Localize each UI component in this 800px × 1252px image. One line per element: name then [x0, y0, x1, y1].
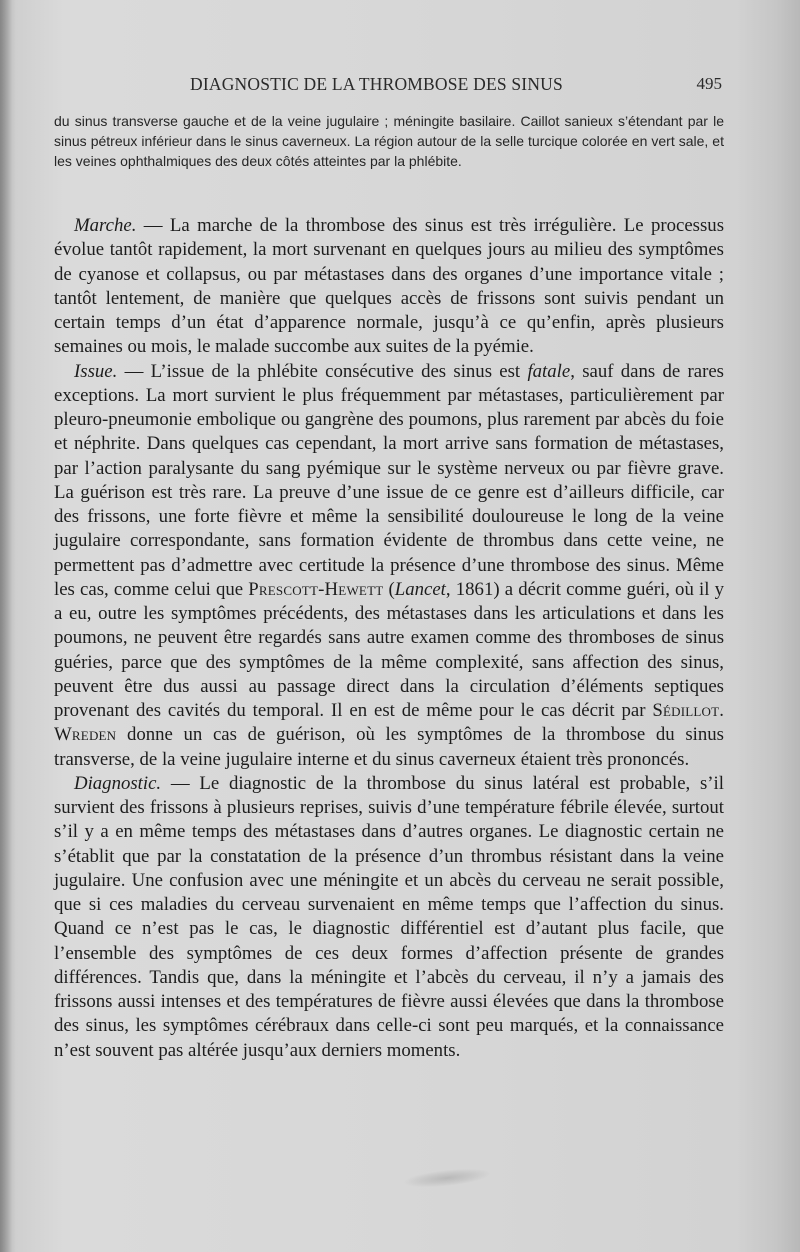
diagnostic-text: — Le diagnostic de la thrombose du sinus latéral est probable, s’il survient des frissons à plusieurs reprises, suivis d’une température fébrile élevée, surtout s’il y a en même temps des métastases dans d’autres organes. Le diagnostic certain ne s’établit que par la constatation de la présence d’un thrombus résistant dans la veine jugulaire. Une confusion avec une méningite et un abcès du cerveau ne serait possible, que si ces maladies du cerveau survenaient en même temps que l’affection du sinus. Quand ce n’est pas le cas, le diagnostic différentiel est d’autant plus facile, que l’ensemble des symptômes de ces deux formes d’affection présente de grandes différences. Tandis que, dans la méningite et l’abcès du cerveau, il n’y a jamais des frissons aussi intenses et des températures de fièvre aussi élevées que dans la thrombose des sinus, les symptômes cérébraux dans celle-ci sont peu marqués, et la connaissance n’est souvent pas altérée jusqu’aux derniers moments. — [54, 772, 724, 1061]
running-title: DIAGNOSTIC DE LA THROMBOSE DES SINUS — [190, 74, 563, 94]
wreden-separator: . — [719, 700, 724, 721]
issue-heading: Issue. — [74, 360, 118, 382]
small-print-excerpt — [54, 111, 724, 171]
page-binding-shadow — [0, 0, 12, 1252]
issue-text-before-prescott: , sauf dans de rares exceptions. La mort survient le plus fréquemment par métastases, particulièrement par pleuro-pneumonie embolique ou gangrène des poumons, plus rarement par abcès du foie et néphrite. Dans quelques cas cependant, la mort arrive sans formation de métastases, par l’action paralysante du sang pyémique sur le système nerveux ou par fièvre grave. La guérison est très rare. La preuve d’une issue de ce genre est d’ailleurs difficile, car des frissons, une forte fièvre et même la sensibilité douloureuse le long de la veine jugulaire correspondante, sans formation évidente de thrombus dans cette veine, ne permettent pas d’admettre avec certitude la présence d’une thrombose des sinus. Même les cas, comme celui que — [54, 360, 724, 600]
lancet-open: ( — [383, 578, 395, 600]
marche-paragraph — [54, 214, 724, 360]
marche-heading: Marche. — [74, 215, 137, 236]
diagnostic-paragraph — [54, 772, 724, 1063]
sedillot-name: Sédillot — [652, 700, 720, 721]
running-header — [54, 74, 722, 100]
issue-paragraph — [54, 360, 724, 772]
issue-text-before-fatale: — L’issue de la phlébite consécutive des sinus est — [117, 360, 528, 382]
prescott-hewett-name: Prescott-Hewett — [248, 578, 384, 600]
diagnostic-heading: Diagnostic. — [74, 772, 162, 794]
main-body-text — [54, 214, 724, 1063]
page-number: 495 — [696, 74, 722, 93]
issue-text-before-sedillot: , 1861) a décrit comme guéri, où il y a eu, outre les symptômes précédents, des métastases dans les articulations et dans les poumons, ne peuvent être regardés sans autre examen comme des thromboses de sinus guéries, parce que des symptômes de la même complexité, sans affection des sinus, peuvent être dus aussi au passage direct dans la circulation d’éléments septiques provenant des cavités du temporal. Il en est de même pour le cas décrit par — [54, 578, 724, 721]
wreden-name: Wreden — [54, 724, 117, 746]
fatale-term: fatale — [527, 360, 571, 382]
intro-paragraph: du sinus transverse gauche et de la veine jugulaire ; méningite basilaire. Caillot sanieux s’étendant par le sinus pétreux inférieur dans le sinus caverneux. La région autour de la selle turcique colorée en vert sale, et les veines ophthalmiques des deux côtés atteintes par la phlébite. — [54, 113, 724, 169]
marche-text: — La marche de la thrombose des sinus est très irrégulière. Le processus évolue tantôt rapidement, la mort survenant en quelques jours au milieu des symptômes de cyanose et collapsus, ou par métastases dans des organes d’une importance vitale ; tantôt lentement, de manière que quelques accès de frissons sont suivis pendant un certain temps d’un état d’apparence normale, jusqu’à ce qu’enfin, après plusieurs semaines ou mois, le malade succombe aux suites de la pyémie. — [54, 215, 724, 358]
scan-noise-mark — [403, 1166, 490, 1191]
issue-text-after-wreden: donne un cas de guérison, où les symptômes de la thrombose du sinus transverse, de la veine jugulaire interne et du sinus caverneux étaient très prononcés. — [54, 724, 724, 770]
lancet-journal: Lancet — [394, 578, 446, 600]
